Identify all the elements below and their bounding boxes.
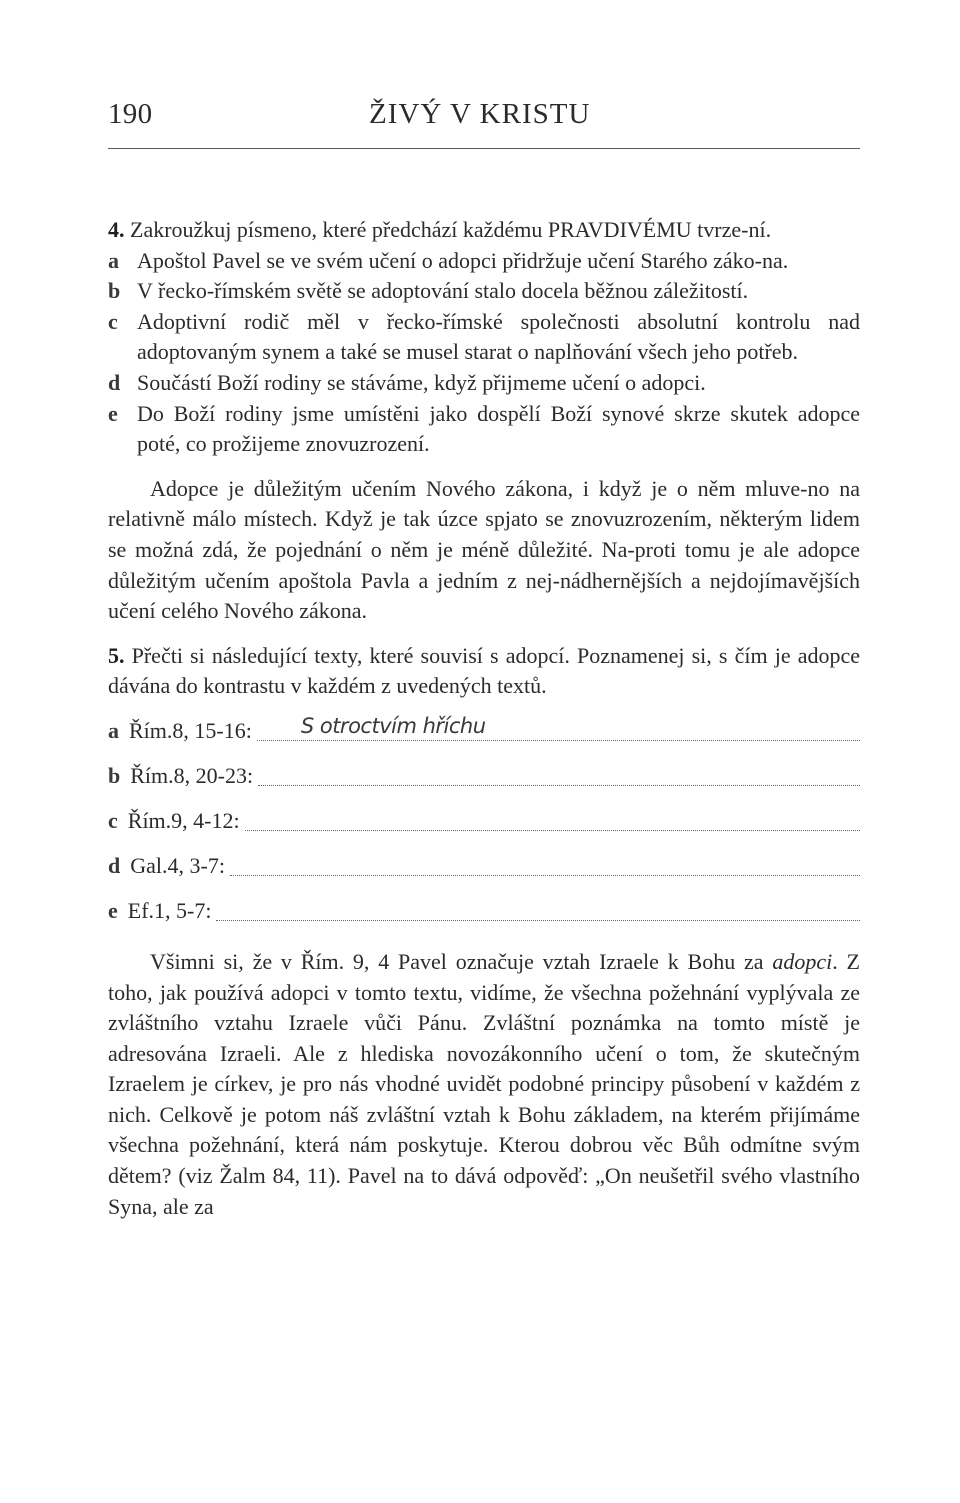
reference-label: Řím.8, 20-23: — [130, 763, 254, 789]
reference-label: Ef.1, 5-7: — [127, 898, 212, 924]
statement-text: Adoptivní rodič měl v řecko-římské společnosti absolutní kontrolu nad adoptovaným synem a také se musel starat o naplňování všech jeho potřeb. — [137, 308, 860, 365]
page-body — [108, 215, 860, 1222]
reference-letter: e — [108, 898, 118, 924]
answer-line[interactable] — [258, 759, 860, 786]
statement-d[interactable] — [108, 368, 860, 399]
statement-b[interactable] — [108, 276, 860, 307]
answer-line[interactable] — [257, 714, 860, 741]
paragraph-text: Všimni si, že v Řím. 9, 4 Pavel označuje vztah Izraele k Bohu za — [150, 948, 773, 974]
paragraph-adoption: Adopce je důležitým učením Nového zákona, i když je o něm mluve-no na relativně málo místech. Když je tak úzce spjato se znovuzrozením, některým lidem se možná zdá, že pojednání o něm je méně důležité. Na-proti tomu je ale adopce důležitým učením apoštola Pavla a jedním z nej-nádhernějších a nejdojímavějších učení celého Nového zákona. — [108, 475, 860, 624]
reference-row-a — [108, 702, 860, 747]
answer-line[interactable] — [216, 894, 860, 921]
handwritten-answer: S otroctvím hříchu — [300, 714, 486, 739]
running-title: ŽIVÝ V KRISTU — [369, 98, 591, 130]
statement-a[interactable] — [108, 246, 860, 277]
statement-letter: d — [108, 369, 121, 395]
question-5-number: 5. — [108, 642, 125, 668]
reference-label: Gal.4, 3-7: — [130, 853, 225, 879]
question-4 — [108, 215, 860, 246]
statement-text: Součástí Boží rodiny se stáváme, když přijmeme učení o adopci. — [137, 369, 706, 395]
answer-line[interactable] — [245, 804, 860, 831]
question-5-prompt: Přečti si následující texty, které souvisí s adopcí. Poznamenej si, s čím je adopce dávána do kontrastu v každém z uvedených textů. — [108, 642, 860, 699]
statement-text: V řecko-římském světě se adoptování stalo docela běžnou záležitostí. — [137, 278, 749, 304]
question-4-prompt: Zakroužkuj písmeno, které předchází každému PRAVDIVÉMU tvrze-ní. — [130, 217, 772, 242]
paragraph-israel-adoption — [108, 947, 860, 1222]
statement-letter: c — [108, 308, 118, 334]
reference-letter: d — [108, 853, 121, 879]
statement-letter: e — [108, 400, 118, 426]
statement-e[interactable] — [108, 399, 860, 460]
emphasized-word: adopci — [772, 948, 833, 974]
reference-label: Řím.9, 4-12: — [127, 808, 240, 834]
statement-text: Apoštol Pavel se ve svém učení o adopci přidržuje učení Starého záko-na. — [137, 247, 789, 273]
page-header — [108, 98, 860, 149]
paragraph-text: . Z toho, jak používá adopci v tomto textu, vidíme, že všechna požehnání vyplývala ze zvláštního vztahu Izraele vůči Pánu. Zvláštní poznámka na tomto místě je adresována Izraeli. Ale z hlediska novozákonního učení o tom, že skutečným Izraelem je církev, je pro nás vhodné uvidět podobné principy působení v každém z nich. Celkově je potom náš zvláštní vztah k Bohu základem, na kterém přijímáme všechna požehnání, která nám poskytuje. Kterou dobrou věc Bůh odmítne svým dětem? (viz Žalm 84, 11). Pavel na to dává odpověď: „On neušetřil svého vlastního Syna, ale za — [108, 948, 860, 1219]
page-number: 190 — [108, 98, 153, 130]
answer-line[interactable] — [230, 849, 860, 876]
reference-row-b — [108, 747, 860, 792]
question-5 — [108, 641, 860, 702]
statement-text: Do Boží rodiny jsme umístěni jako dospělí Boží synové skrze skutek adopce poté, co prožijeme znovuzrození. — [137, 400, 860, 457]
question-4-number: 4. — [108, 217, 125, 242]
reference-label: Řím.8, 15-16: — [129, 718, 252, 744]
reference-letter: c — [108, 808, 118, 834]
reference-row-c — [108, 792, 860, 837]
reference-row-e — [108, 882, 860, 927]
statement-c[interactable] — [108, 307, 860, 368]
statement-letter: a — [108, 247, 119, 273]
reference-letter: b — [108, 763, 121, 789]
statement-letter: b — [108, 278, 121, 304]
reference-letter: a — [108, 718, 119, 744]
reference-row-d — [108, 837, 860, 882]
